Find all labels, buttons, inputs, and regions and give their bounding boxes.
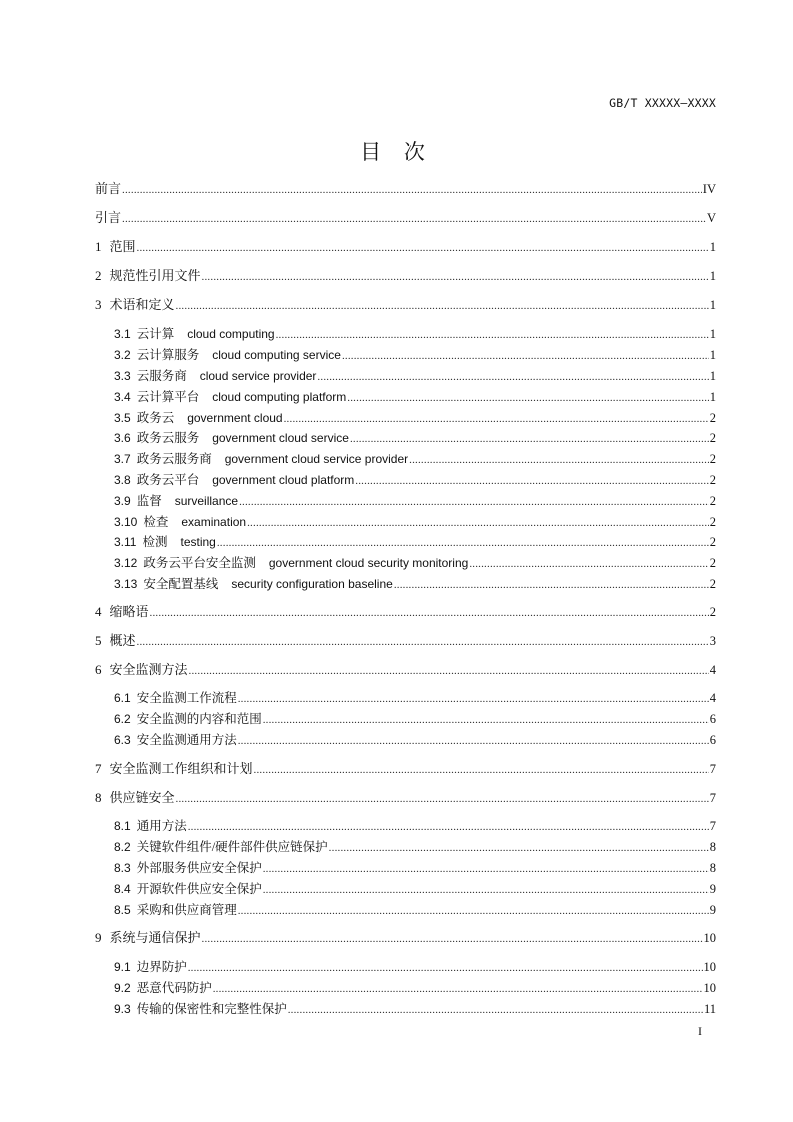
- toc-entry-page: 6: [709, 712, 716, 726]
- dot-leader: [238, 732, 709, 750]
- toc-entry[interactable]: [95, 632, 716, 650]
- toc-entry-title: 恶意代码防护: [136, 981, 212, 995]
- toc-entry-number: 3.9: [114, 494, 131, 508]
- toc-entry-number: 3.10: [114, 515, 138, 529]
- toc-entry[interactable]: [114, 575, 716, 593]
- toc-entry-page: 7: [709, 819, 716, 833]
- toc-entry-title: 规范性引用文件: [109, 268, 201, 283]
- toc-entry-page: 10: [703, 960, 716, 974]
- toc-entry[interactable]: [95, 267, 716, 285]
- toc-entry-number: 6.1: [114, 691, 131, 705]
- toc-entry[interactable]: [95, 209, 716, 227]
- toc-entry-number: 8.4: [114, 882, 131, 896]
- toc-entry[interactable]: [114, 513, 716, 531]
- toc-entry[interactable]: [95, 760, 716, 778]
- toc-entry-number: 9.1: [114, 960, 131, 974]
- toc-entry[interactable]: [114, 817, 716, 835]
- toc-entry-number: 6.3: [114, 733, 131, 747]
- toc-entry-title: 安全监测方法: [109, 662, 188, 677]
- dot-leader: [189, 662, 709, 680]
- toc-entry-english-term: testing: [180, 535, 216, 549]
- toc-entry-number: 6.2: [114, 712, 131, 726]
- toc-entry-page: 1: [709, 369, 716, 383]
- toc-entry-page: 1: [709, 348, 716, 362]
- toc-entry-number: 1: [95, 239, 102, 254]
- toc-entry-page: 8: [709, 840, 716, 854]
- dot-leader: [263, 711, 709, 729]
- toc-entry-number: 3: [95, 297, 102, 312]
- toc-entry-number: 3.7: [114, 452, 131, 466]
- toc-entry[interactable]: [114, 554, 716, 572]
- dot-leader: [176, 790, 709, 808]
- toc-entry-english-term: surveillance: [174, 494, 239, 508]
- toc-entry-page: 10: [703, 981, 716, 995]
- toc-entry[interactable]: [114, 731, 716, 749]
- toc-entry-english-term: government cloud platform: [212, 473, 355, 487]
- toc-entry-page: 6: [709, 733, 716, 747]
- dot-leader: [137, 633, 709, 651]
- toc-entry-number: 5: [95, 633, 102, 648]
- dot-leader: [347, 389, 708, 407]
- dot-leader: [202, 930, 703, 948]
- toc-entry-english-term: cloud computing: [187, 327, 275, 341]
- toc-entry[interactable]: [95, 661, 716, 679]
- toc-entry-english-term: cloud computing service: [212, 348, 341, 362]
- page-number: I: [698, 1024, 702, 1038]
- toc-entry-page: 2: [709, 577, 716, 591]
- dot-leader: [150, 604, 709, 622]
- toc-entry-english-term: government cloud security monitoring: [268, 556, 469, 570]
- toc-entry-number: 8.1: [114, 819, 131, 833]
- dot-leader: [409, 451, 709, 469]
- toc-entry-number: 9.2: [114, 981, 131, 995]
- toc-entry-english-term: government cloud service: [212, 431, 349, 445]
- toc-entry-title: 引言: [95, 210, 122, 225]
- dot-leader: [213, 980, 703, 998]
- dot-leader: [238, 902, 709, 920]
- toc-entry[interactable]: [114, 979, 716, 997]
- toc-entry-page: 1: [709, 390, 716, 404]
- toc-entry-english-term: government cloud: [187, 411, 283, 425]
- toc-entry-title: 安全监测工作流程: [136, 691, 237, 705]
- toc-entry[interactable]: [114, 859, 716, 877]
- toc-entry-title: 开源软件供应安全保护: [136, 882, 262, 896]
- page-title: 目 次: [360, 140, 433, 164]
- dot-leader: [188, 818, 709, 836]
- toc-entry-page: V: [706, 211, 716, 225]
- toc-entry-page: 10: [703, 931, 716, 945]
- toc-entry[interactable]: [114, 471, 716, 489]
- toc-entry-page: 1: [709, 298, 716, 312]
- toc-entry-title: 缩略语: [109, 604, 149, 619]
- standard-code: GB/T XXXXX—XXXX: [609, 96, 716, 110]
- toc-entry-number: 8.5: [114, 903, 131, 917]
- toc-entry[interactable]: [114, 367, 716, 385]
- dot-leader: [276, 326, 709, 344]
- dot-leader: [469, 555, 708, 573]
- toc-entry-number: 3.6: [114, 431, 131, 445]
- toc-entry-number: 6: [95, 662, 102, 677]
- dot-leader: [188, 959, 703, 977]
- toc-entry-page: 2: [709, 535, 716, 549]
- toc-entry-title: 政务云平台安全监测: [143, 556, 256, 570]
- toc-entry[interactable]: [114, 710, 716, 728]
- dot-leader: [263, 860, 709, 878]
- toc-entry-title: 云服务商: [136, 369, 187, 383]
- toc-entry-title: 采购和供应商管理: [136, 903, 237, 917]
- toc-entry-number: 9: [95, 930, 102, 945]
- toc-entry-number: 3.12: [114, 556, 138, 570]
- toc-entry[interactable]: [114, 838, 716, 856]
- dot-leader: [355, 472, 708, 490]
- dot-leader: [122, 210, 706, 228]
- toc-entry-title: 概述: [109, 633, 136, 648]
- toc-entry-page: 1: [709, 240, 716, 254]
- toc-entry-page: 4: [709, 691, 716, 705]
- toc-entry-title: 云计算: [136, 327, 175, 341]
- toc-entry-page: 2: [709, 556, 716, 570]
- toc-entry[interactable]: [114, 346, 716, 364]
- toc-entry-page: 2: [709, 431, 716, 445]
- dot-leader: [254, 761, 709, 779]
- toc-entry[interactable]: [114, 429, 716, 447]
- toc-entry[interactable]: [114, 1000, 716, 1018]
- toc-entry-page: 2: [709, 515, 716, 529]
- dot-leader: [317, 368, 708, 386]
- toc-entry-title: 政务云服务: [136, 431, 200, 445]
- toc-entry[interactable]: [114, 689, 716, 707]
- toc-entry-page: 2: [709, 605, 716, 619]
- toc-entry-number: 3.8: [114, 473, 131, 487]
- toc-entry-number: 3.3: [114, 369, 131, 383]
- dot-leader: [394, 576, 709, 594]
- toc-entry[interactable]: [95, 929, 716, 947]
- dot-leader: [217, 534, 709, 552]
- toc-entry-title: 云计算平台: [136, 390, 200, 404]
- toc-entry-title: 边界防护: [136, 960, 187, 974]
- toc-entry-title: 传输的保密性和完整性保护: [136, 1002, 287, 1016]
- toc-entry-title: 政务云平台: [136, 473, 200, 487]
- dot-leader: [176, 297, 709, 315]
- dot-leader: [137, 239, 709, 257]
- toc-entry-number: 3.4: [114, 390, 131, 404]
- dot-leader: [350, 430, 709, 448]
- dot-leader: [342, 347, 709, 365]
- toc-entry-title: 关键软件组件/硬件部件供应链保护: [136, 840, 328, 854]
- dot-leader: [238, 690, 709, 708]
- toc-entry-page: 3: [709, 634, 716, 648]
- toc-entry[interactable]: [95, 603, 716, 621]
- toc-entry-page: 4: [709, 663, 716, 677]
- toc-entry-title: 前言: [95, 181, 122, 196]
- toc-entry-title: 安全配置基线: [143, 577, 219, 591]
- toc-entry-number: 3.2: [114, 348, 131, 362]
- dot-leader: [284, 410, 709, 428]
- toc-entry-title: 供应链安全: [109, 790, 175, 805]
- toc-entry-english-term: examination: [181, 515, 247, 529]
- toc-entry[interactable]: [114, 325, 716, 343]
- dot-leader: [288, 1001, 703, 1019]
- toc-entry-page: 2: [709, 494, 716, 508]
- toc-entry-title: 检查: [143, 515, 169, 529]
- toc-entry-page: 1: [709, 327, 716, 341]
- toc-entry-title: 安全监测工作组织和计划: [109, 761, 253, 776]
- toc-entry-title: 通用方法: [136, 819, 187, 833]
- toc-entry-english-term: cloud computing platform: [212, 390, 347, 404]
- toc-entry-english-term: security configuration baseline: [231, 577, 393, 591]
- toc-entry-number: 3.13: [114, 577, 138, 591]
- toc-entry-title: 政务云服务商: [136, 452, 212, 466]
- toc-entry-page: 11: [703, 1002, 716, 1016]
- toc-entry[interactable]: [114, 409, 716, 427]
- toc-entry-number: 2: [95, 268, 102, 283]
- toc-entry-title: 范围: [109, 239, 136, 254]
- toc-entry-title: 监督: [136, 494, 162, 508]
- toc-entry[interactable]: [95, 296, 716, 314]
- toc-entry-english-term: government cloud service provider: [224, 452, 409, 466]
- toc-entry-number: 4: [95, 604, 102, 619]
- toc-entry-title: 安全监测通用方法: [136, 733, 237, 747]
- toc-entry-number: 8.3: [114, 861, 131, 875]
- toc-entry[interactable]: [114, 958, 716, 976]
- toc-entry-page: 1: [709, 269, 716, 283]
- toc-entry-page: 2: [709, 473, 716, 487]
- toc-entry-page: 9: [709, 882, 716, 896]
- dot-leader: [122, 181, 702, 199]
- toc-entry-title: 系统与通信保护: [109, 930, 201, 945]
- dot-leader: [329, 839, 709, 857]
- toc-entry[interactable]: [95, 789, 716, 807]
- dot-leader: [263, 881, 709, 899]
- toc-entry-page: 8: [709, 861, 716, 875]
- toc-entry-number: 9.3: [114, 1002, 131, 1016]
- toc-entry-page: 7: [709, 762, 716, 776]
- toc-entry-page: 7: [709, 791, 716, 805]
- toc-entry[interactable]: [114, 492, 716, 510]
- toc-entry[interactable]: [95, 238, 716, 256]
- toc-entry-title: 检测: [142, 535, 168, 549]
- toc-entry-page: 2: [709, 411, 716, 425]
- dot-leader: [239, 493, 709, 511]
- dot-leader: [202, 268, 709, 286]
- toc-entry-number: 3.1: [114, 327, 131, 341]
- toc-entry[interactable]: [114, 450, 716, 468]
- toc-entry[interactable]: [114, 388, 716, 406]
- toc-entry-title: 政务云: [136, 411, 175, 425]
- toc-entry-page: 9: [709, 903, 716, 917]
- toc-entry-number: 7: [95, 761, 102, 776]
- toc-entry-number: 3.11: [114, 535, 137, 549]
- toc-entry-english-term: cloud service provider: [199, 369, 317, 383]
- toc-entry-page: 2: [709, 452, 716, 466]
- toc-entry[interactable]: [114, 880, 716, 898]
- toc-entry[interactable]: [114, 533, 716, 551]
- toc-entry-number: 3.5: [114, 411, 131, 425]
- dot-leader: [247, 514, 709, 532]
- toc-entry[interactable]: [114, 901, 716, 919]
- toc-entry-title: 云计算服务: [136, 348, 200, 362]
- toc-entry-page: IV: [702, 182, 716, 196]
- toc-entry-number: 8.2: [114, 840, 131, 854]
- toc-entry-title: 术语和定义: [109, 297, 175, 312]
- toc-entry-number: 8: [95, 790, 102, 805]
- toc-entry-title: 安全监测的内容和范围: [136, 712, 262, 726]
- toc-entry[interactable]: [95, 180, 716, 198]
- toc-entry-title: 外部服务供应安全保护: [136, 861, 262, 875]
